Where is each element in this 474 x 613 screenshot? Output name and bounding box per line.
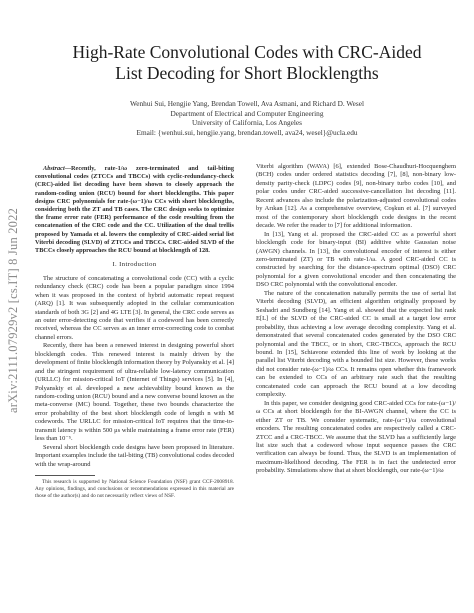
funding-footnote: This research is supported by National Science Foundation (NSF) grant CCF-2008918. Any opinions, findings, and conclusions or recommendations expressed in this material are those of the author(s) and do not necessarily reflect views of NSF. bbox=[35, 479, 234, 499]
right-paragraph-2: In [13], Yang et al. proposed the CRC-aided CC as a powerful short blocklength code for binary-input (BI) additive white Gaussian noise (AWGN) channels. In [13], the convolutional encoder of interest is either zero-terminated (ZT) or TB with rate-1/ω. A good CRC-aided CC is constructed by searching for the distance-spectrum optimal (DSO) CRC polynomial for a given convolutional encoder and then concatenating the DSO CRC polynomial with the convolutional encoder. bbox=[256, 230, 456, 289]
section-heading-introduction: I. Introduction bbox=[112, 261, 157, 269]
affiliation-university: University of California, Los Angeles bbox=[191, 118, 303, 128]
left-column bbox=[35, 165, 234, 499]
author-names: Wenhui Sui, Hengjie Yang, Brendan Towell, Ava Asmani, and Richard D. Wesel bbox=[129, 99, 364, 108]
abstract-label: Abstract bbox=[43, 165, 65, 172]
right-paragraph-4: In this paper, we consider designing good CRC-aided CCs for rate-(ω−1)/ω CCs at short blocklength for the BI-AWGN channel, where the CC is either ZT or TB. We consider systematic, rate-(ω−1)/ω convolutional encoders. The resulting concatenated codes are respectively called a CRC-ZTCC and a CRC-TBCC. We assume that the SLVD has a sufficiently large list size such that a codeword whose input sequence passes the CRC verification can always be found. Thus, the SLVD is an implementation of maximum-likelihood decoding. The FER is in fact the undetected error probability. Simulations show that at short blocklength, our rate-(ω−1)/ω bbox=[256, 399, 456, 475]
intro-paragraph-1: The structure of concatenating a convolutional code (CC) with a cyclic redundancy check (CRC) code has been a popular paradigm since 1994 when it was proposed in the context of hybrid automatic repeat request (ARQ) [1]. It was subsequently adopted in the cellular communication standards of both 3G [2] and 4G LTE [3]. In general, the CRC code serves as an outer error-detecting code that verifies if a codeword has been correctly received, whereas the CC serves as an inner error-correcting code to combat channel errors. bbox=[35, 274, 234, 341]
paper-title bbox=[40, 42, 454, 84]
abstract bbox=[35, 165, 234, 255]
intro-paragraph-3: Several short blocklength code designs have been proposed in literature. Important examples include the tail-biting (TB) convolutional codes decoded with the wrap-around bbox=[35, 443, 234, 468]
author-emails: Email: {wenhui.sui, hengjie.yang, brendan.towell, ava24, wesel}@ucla.edu bbox=[136, 127, 358, 137]
affiliation-department: Department of Electrical and Computer Engineering bbox=[170, 108, 324, 118]
title-line-2: List Decoding for Short Blocklengths bbox=[115, 63, 379, 83]
right-paragraph-3: The nature of the concatenation naturally permits the use of serial list Viterbi decoding (SLVD), an efficient algorithm originally proposed by Seshadri and Sundberg [14]. Yang et al. showed that the expected list rank E[L] of the SLVD of the CRC-aided CC is small at a target low error probability, thus achieving a low average decoding complexity. Yang et al. demonstrated that several concatenated codes generated by the DSO CRC polynomial and the TBCC, or in short, CRC-TBCCs, approach the RCU bound. In [15], Schiavone extended this line of work by looking at the parallel list Viterbi decoding with a bounded list size. However, these works did not consider rate-(ω−1)/ω CCs. It remains open whether this framework can be extended to CCs of an arbitrary rate such that the resulting concatenated code can approach the RCU bound at a low decoding complexity. bbox=[256, 289, 456, 399]
intro-paragraph-2: Recently, there has been a renewed interest in designing powerful short blocklength codes. This renewed interest is mainly driven by the development of finite blocklength information theory by Polyanskiy et al. [4] and the stringent requirement of ultra-reliable low-latency communication (URLLC) for mission-critical IoT (Internet of Things) services [5]. In [4], Polyanskiy et al. developed a new achievability bound known as the random-coding union (RCU) bound and a new converse bound known as the meta-converse (MC) bound. Together, these two bounds characterize the error probability of the best short blocklength code of length n with M codewords. The URLLC for mission-critical IoT requires that the time-to-transmit latency is within 500 μs while maintaining a frame error rate (FER) less than 10⁻⁵. bbox=[35, 342, 234, 443]
author-block bbox=[40, 99, 454, 137]
arxiv-identifier: arXiv:2111.07929v2 [cs.IT] 8 Jun 2022 bbox=[6, 207, 21, 413]
footnote-divider bbox=[35, 475, 95, 476]
right-column bbox=[256, 163, 456, 476]
abstract-text: —Recently, rate-1/ω zero-terminated and tail-biting convolutional codes (ZTCCs and TBCCs) with cyclic-redundancy-check (CRC)-aided list decoding have been shown to closely approach the random-coding union (RCU) bound for short blocklengths. This paper designs CRC polynomials for rate-(ω−1)/ω CCs with short blocklengths, considering both the ZT and TB cases. The CRC design seeks to optimize the frame error rate (FER) performance of the code resulting from the concatenation of the CRC code and the CC. Utilization of the dual trellis proposed by Yamada et al. lowers the complexity of CRC-aided serial list Viterbi decoding (SLVD) of ZTCCs and TBCCs. CRC-aided SLVD of the TBCCs closely approaches the RCU bound at blocklength of 128. bbox=[35, 165, 234, 255]
right-paragraph-1: Viterbi algorithm (WAVA) [6], extended Bose-Chaudhuri-Hocquenghem (BCH) codes under ordered statistics decoding [7], [8], non-binary low-density parity-check (LDPC) codes [9], non-binary turbo codes [10], and polar codes under CRC-aided successive-cancellation list decoding [11]. Recent advances also include the polarization-adjusted convolutional codes by Arıkan [12]. As a comprehensive overview, Coşkun et al. [7] surveyed most of the contemporary short blocklength code designs in the recent decade. We refer the reader to [7] for additional information. bbox=[256, 163, 456, 230]
title-line-1: High-Rate Convolutional Codes with CRC-Aided bbox=[72, 42, 422, 62]
